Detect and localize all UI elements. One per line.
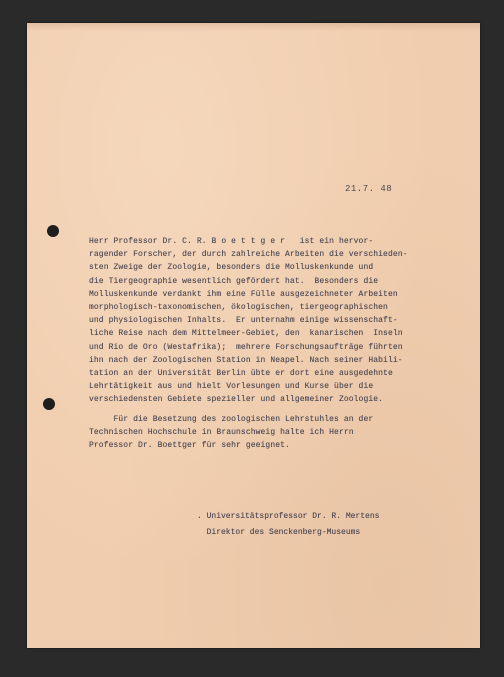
signature-block [197,509,379,541]
punch-hole-bottom [43,398,55,410]
body-line: Herr Professor Dr. C. R. B o e t t g e r ist ein hervor- [89,237,374,246]
body-line: ragender Forscher, der durch zahlreiche Arbeiten die verschieden- [89,250,408,260]
body-line: Lehrtätigkeit aus und hielt Vorlesungen und Kurse über die [89,382,374,392]
body-line: tation an der Universität Berlin übte er dort eine ausgedehnte [89,369,393,379]
body-line: und Rio de Oro (Westafrika); mehrere Forschungsaufträge führten [89,342,403,352]
body-line: sten Zweige der Zoologie, besonders die Molluskenkunde und [89,263,374,273]
signatory-title: Direktor des Senckenberg-Museums [197,528,361,537]
body-line: verschiedensten Gebiete spezieller und allgemeiner Zoologie. [89,395,384,405]
body-line: Molluskenkunde verdankt ihm eine Fülle ausgezeichneter Arbeiten [89,289,398,299]
second-paragraph [89,413,461,453]
body-line: morphologisch-taxonomischen, ökologischen, tiergeographischen [89,303,388,313]
body-line: die Tiergeographie wesentlich gefördert hat. Besonders die [89,276,379,286]
punch-hole-top [47,225,59,237]
body-line: ihn nach der Zoologischen Station in Neapel. Nach seiner Habili- [89,355,403,365]
body-line: und physiologischen Inhalts. Er unternahm einige wissenschaft- [89,316,398,326]
letter-date: 21.7. 48 [345,184,393,194]
body-line: Für die Besetzung des zoologischen Lehrstuhles an der [89,414,374,424]
document-page [27,23,480,648]
body-line: Technischen Hochschule in Braunschweig halte ich Herrn [89,427,354,437]
body-line: Professor Dr. Boettger für sehr geeignet. [89,441,290,451]
letter-body [89,235,461,452]
body-line: liche Reise nach dem Mittelmeer-Gebiet, den kanarischen Inseln [89,329,403,339]
signatory-name: . Universitätsprofessor Dr. R. Mertens [197,512,380,521]
